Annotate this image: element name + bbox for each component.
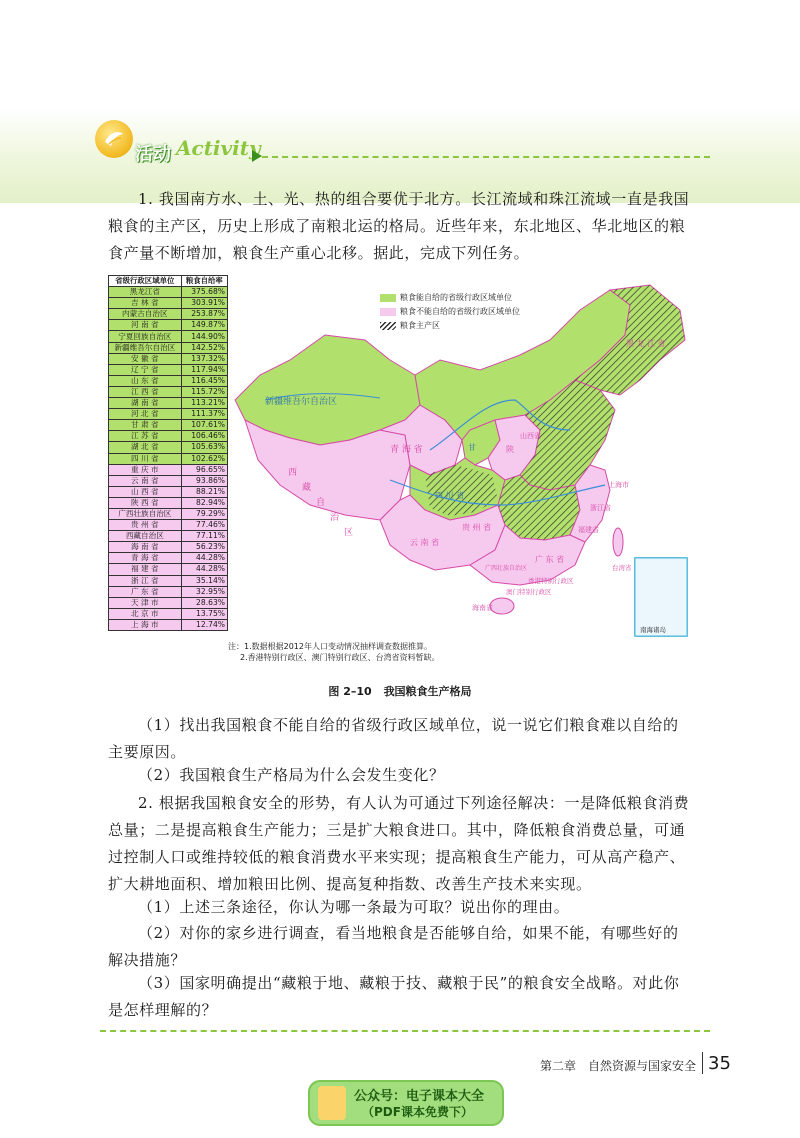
table-row <box>109 375 228 386</box>
rate-cell: 137.32% <box>181 353 227 364</box>
map-label-zhejiang: 浙江省 <box>590 504 611 512</box>
rate-cell: 115.72% <box>181 386 227 397</box>
intro-paragraph: 1. 我国南方水、土、光、热的组合要优于北方。长江流域和珠江流域一直是我国粮食的主产区，历史上形成了南粮北运的格局。近些年来，东北地区、华北地区的粮食产量不断增加，粮食生产重心北移。据此，完成下列任务。 <box>108 190 690 262</box>
table-row <box>109 398 228 409</box>
map-label-xizang: 藏 <box>302 483 312 493</box>
province-cell: 天 津 市 <box>109 597 182 608</box>
rate-cell: 44.28% <box>181 553 227 564</box>
watermark-line1: 公众号：电子课本大全 <box>354 1089 485 1104</box>
table-row <box>109 442 228 453</box>
map-label-macao: 澳门特别行政区 <box>506 588 552 596</box>
footer-separator <box>702 1052 703 1074</box>
watermark-line2: （PDF课本免费下） <box>362 1105 473 1119</box>
rate-cell: 28.63% <box>181 597 227 608</box>
table-row <box>109 586 228 597</box>
province-cell: 辽 宁 省 <box>109 364 182 375</box>
rate-cell: 116.45% <box>181 375 227 386</box>
province-cell: 四 川 省 <box>109 453 182 464</box>
activity-title-en: Activity <box>176 136 261 160</box>
province-cell: 江 西 省 <box>109 386 182 397</box>
province-cell: 山 东 省 <box>109 375 182 386</box>
rate-cell: 13.75% <box>181 608 227 619</box>
legend-label: 粮食主产区 <box>400 321 440 330</box>
table-row <box>109 608 228 619</box>
activity-icon <box>95 120 133 158</box>
question-1-1: （1）找出我国粮食不能自给的省级行政区域单位，说一说它们粮食难以自给的主要原因。 <box>108 716 679 761</box>
province-cell: 广西壮族自治区 <box>109 508 182 519</box>
book-icon <box>318 1086 346 1120</box>
province-cell: 贵 州 省 <box>109 520 182 531</box>
map-label-xinjiang: 新疆维吾尔自治区 <box>265 397 338 407</box>
region-taiwan <box>613 528 623 556</box>
province-cell: 福 建 省 <box>109 564 182 575</box>
map-label-shanxi: 山西省 <box>520 432 541 440</box>
province-cell: 云 南 省 <box>109 475 182 486</box>
china-map <box>230 280 694 640</box>
province-cell: 甘 肃 省 <box>109 420 182 431</box>
rate-cell: 117.94% <box>181 364 227 375</box>
table-row <box>109 453 228 464</box>
caption-number: 图 2–10 <box>328 685 372 698</box>
table-row <box>109 508 228 519</box>
map-label-shaanxi: 陕 <box>506 445 514 454</box>
question-2-2: （2）对你的家乡进行调查，看当地粮食是否能够自给，如果不能，有哪些好的解决措施？ <box>108 924 679 969</box>
map-label-taiwan: 台湾省 <box>612 564 632 572</box>
rate-cell: 88.21% <box>181 486 227 497</box>
banner-divider <box>262 156 710 158</box>
map-label-qinghai: 青 海 省 <box>390 445 423 455</box>
province-cell: 内蒙古自治区 <box>109 309 182 320</box>
map-label-gansu: 甘 <box>468 443 476 452</box>
province-cell: 重 庆 市 <box>109 464 182 475</box>
figure-food-production <box>108 275 694 670</box>
question-1-2: （2）我国粮食生产格局为什么会发生变化？ <box>138 766 445 784</box>
table-row <box>109 619 228 630</box>
rate-cell: 77.11% <box>181 531 227 542</box>
question-2-3: （3）国家明确提出“藏粮于地、藏粮于技、藏粮于民”的粮食安全战略。对此你是怎样理解的？ <box>108 974 680 1019</box>
province-cell: 上 海 市 <box>109 619 182 630</box>
table-row <box>109 564 228 575</box>
map-label-xizang: 自 <box>316 498 326 508</box>
table-row <box>109 331 228 342</box>
province-cell: 西藏自治区 <box>109 531 182 542</box>
rate-cell: 79.29% <box>181 508 227 519</box>
legend-swatch <box>380 308 396 316</box>
province-cell: 广 东 省 <box>109 586 182 597</box>
rate-cell: 82.94% <box>181 497 227 508</box>
rate-cell: 106.46% <box>181 431 227 442</box>
activity-2-paragraph: 2. 根据我国粮食安全的形势，有人认为可通过下列途径解决：一是降低粮食消费总量；二是提高粮食生产能力；三是扩大粮食进口。其中，降低粮食消费总量，可通过控制人口或维持较低的粮食消费水平来实现；提高粮食生产能力，可从高产稳产、扩大耕地面积、增加粮田比例、提高复种指数、改善生产技术来实现。 <box>108 794 690 893</box>
map-label-guizhou: 贵 州 省 <box>462 523 492 532</box>
table-row <box>109 464 228 475</box>
rate-cell: 44.28% <box>181 564 227 575</box>
table-row <box>109 520 228 531</box>
rate-cell: 144.90% <box>181 331 227 342</box>
map-label-hk: 香港特别行政区 <box>528 577 574 585</box>
activity-title-cn: 活动 <box>135 144 171 165</box>
map-label-hainan: 海南省 <box>472 604 493 612</box>
legend-item-not <box>380 306 520 317</box>
legend-swatch <box>380 322 396 330</box>
table-row <box>109 553 228 564</box>
map-label-nanhai: 南海诸岛 <box>640 626 666 634</box>
rate-cell: 303.91% <box>181 298 227 309</box>
legend-label: 粮食能自给的省级行政区域单位 <box>400 293 512 302</box>
map-label-xizang: 区 <box>344 528 354 538</box>
rate-cell: 102.62% <box>181 453 227 464</box>
banner-arrow-icon <box>252 150 262 162</box>
legend-item-self <box>380 292 512 303</box>
province-cell: 河 北 省 <box>109 409 182 420</box>
map-label-guangxi: 广西壮族自治区 <box>485 565 528 572</box>
table-row <box>109 531 228 542</box>
bottom-divider <box>100 1030 710 1032</box>
map-label-xizang: 治 <box>330 513 340 523</box>
note-line: 2.香港特别行政区、澳门特别行政区、台湾省资料暂缺。 <box>240 653 440 662</box>
note-line: 注：1.数据根据2012年人口变动情况抽样调查数据推算。 <box>228 642 432 651</box>
table-row <box>109 475 228 486</box>
rate-cell: 105.63% <box>181 442 227 453</box>
table-row <box>109 497 228 508</box>
map-label-xizang: 西 <box>288 468 298 478</box>
map-label-fujian: 福建省 <box>578 526 599 534</box>
province-cell: 新疆维吾尔自治区 <box>109 342 182 353</box>
province-cell: 湖 北 省 <box>109 442 182 453</box>
table-row <box>109 409 228 420</box>
figure-caption <box>0 683 800 699</box>
province-cell: 黑龙江省 <box>109 287 182 298</box>
table-row <box>109 420 228 431</box>
self-sufficiency-table <box>108 275 228 631</box>
rate-cell: 96.65% <box>181 464 227 475</box>
legend-item-hatch <box>380 320 440 331</box>
region-hainan <box>490 598 514 614</box>
table-row <box>109 386 228 397</box>
question-2-1: （1）上述三条途径，你认为哪一条最为可取？说出你的理由。 <box>138 898 570 916</box>
province-cell: 山 西 省 <box>109 486 182 497</box>
caption-title: 我国粮食生产格局 <box>383 685 472 698</box>
table-header: 粮食自给率 <box>181 276 227 287</box>
province-cell: 宁夏回族自治区 <box>109 331 182 342</box>
legend-label: 粮食不能自给的省级行政区域单位 <box>400 307 520 316</box>
rate-cell: 32.95% <box>181 586 227 597</box>
table-row <box>109 542 228 553</box>
map-label-shanghai: 上海市 <box>608 481 629 489</box>
table-row <box>109 597 228 608</box>
map-label-yunnan: 云 南 省 <box>410 538 440 547</box>
page-number: 35 <box>708 1053 731 1074</box>
province-cell: 海 南 省 <box>109 542 182 553</box>
table-row <box>109 353 228 364</box>
province-cell: 青 海 省 <box>109 553 182 564</box>
province-cell: 吉 林 省 <box>109 298 182 309</box>
table-row <box>109 575 228 586</box>
rate-cell: 113.21% <box>181 398 227 409</box>
province-cell: 湖 南 省 <box>109 398 182 409</box>
map-label-guangdong: 广 东 省 <box>535 555 565 564</box>
province-cell: 河 南 省 <box>109 320 182 331</box>
province-cell: 江 苏 省 <box>109 431 182 442</box>
rate-cell: 253.87% <box>181 309 227 320</box>
figure-notes <box>228 641 440 663</box>
map-label-sichuan: 四 川 省 <box>435 491 465 500</box>
rate-cell: 56.23% <box>181 542 227 553</box>
table-row <box>109 309 228 320</box>
rate-cell: 111.37% <box>181 409 227 420</box>
table-row <box>109 342 228 353</box>
rate-cell: 107.61% <box>181 420 227 431</box>
rate-cell: 77.46% <box>181 520 227 531</box>
rate-cell: 93.86% <box>181 475 227 486</box>
province-cell: 陕 西 省 <box>109 497 182 508</box>
table-row <box>109 431 228 442</box>
rate-cell: 35.14% <box>181 575 227 586</box>
rate-cell: 142.52% <box>181 342 227 353</box>
rate-cell: 149.87% <box>181 320 227 331</box>
chapter-footer: 第二章 自然资源与国家安全 <box>540 1059 697 1073</box>
province-cell: 浙 江 省 <box>109 575 182 586</box>
table-row <box>109 298 228 309</box>
table-row <box>109 320 228 331</box>
table-header-row <box>109 276 228 287</box>
table-row <box>109 486 228 497</box>
rate-cell: 12.74% <box>181 619 227 630</box>
table-row <box>109 364 228 375</box>
rate-cell: 375.68% <box>181 287 227 298</box>
legend-swatch <box>380 294 396 302</box>
table-row <box>109 287 228 298</box>
watermark-badge <box>308 1080 504 1126</box>
province-cell: 安 徽 省 <box>109 353 182 364</box>
table-header: 省级行政区域单位 <box>109 276 182 287</box>
map-label-heilongjiang: 黑 龙 江 省 <box>626 339 666 348</box>
province-cell: 北 京 市 <box>109 608 182 619</box>
